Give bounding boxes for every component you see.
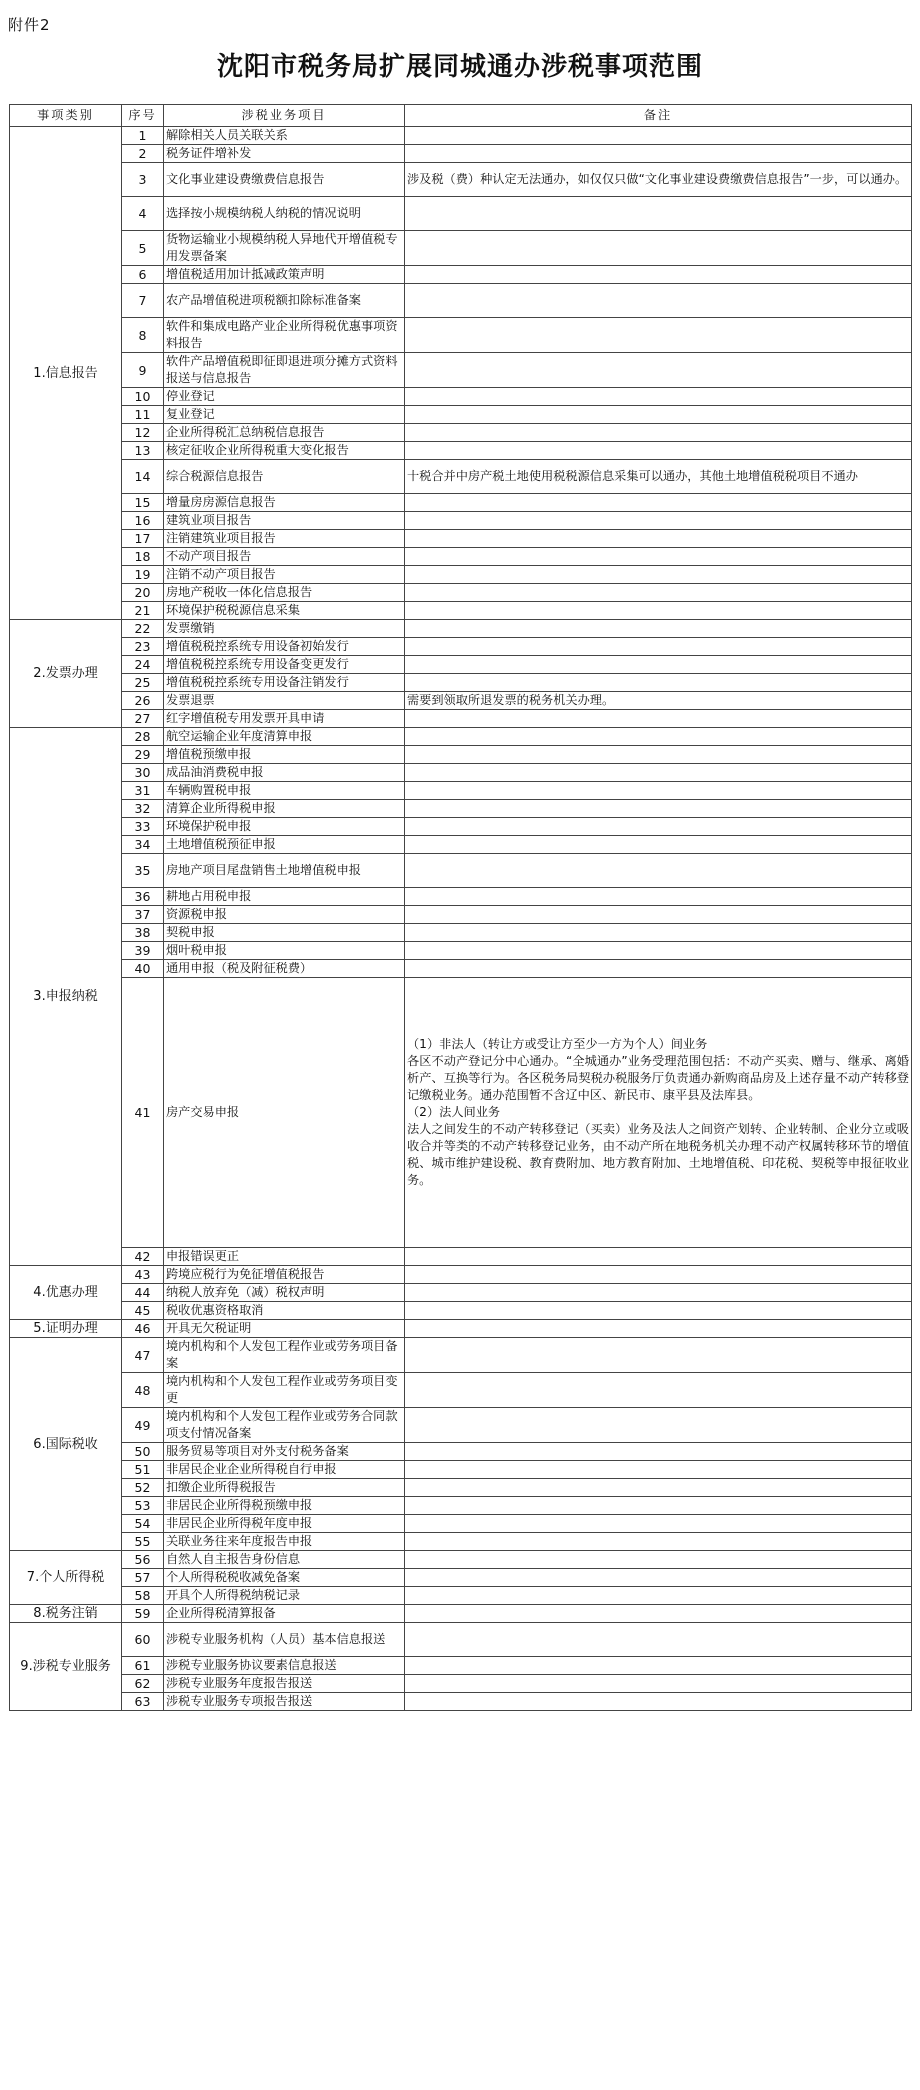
note-cell [405, 512, 912, 530]
row-number: 6 [122, 266, 164, 284]
table-row [10, 1248, 912, 1266]
note-cell [405, 1461, 912, 1479]
note-cell [405, 782, 912, 800]
item-name: 房地产税收一体化信息报告 [164, 584, 405, 602]
note-cell [405, 1266, 912, 1284]
table-row [10, 1461, 912, 1479]
item-name: 解除相关人员关联关系 [164, 127, 405, 145]
table-row [10, 548, 912, 566]
row-number: 12 [122, 424, 164, 442]
item-name: 停业登记 [164, 388, 405, 406]
table-row [10, 1515, 912, 1533]
note-cell [405, 888, 912, 906]
header-row [10, 105, 912, 127]
table-row [10, 1479, 912, 1497]
note-cell [405, 818, 912, 836]
note-cell [405, 728, 912, 746]
table-row [10, 530, 912, 548]
note-paragraph: 各区不动产登记分中心通办。“全城通办”业务受理范围包括：不动产买卖、赠与、继承、离婚析产、互换等行为。各区税务局契税办税服务厅负责通办新购商品房及上述存量不动产转移登记缴税业务。通办范围暂不含辽中区、新民市、康平县及法库县。 [407, 1054, 909, 1102]
table-row [10, 906, 912, 924]
table-row [10, 284, 912, 318]
table-row [10, 746, 912, 764]
item-name: 发票缴销 [164, 620, 405, 638]
row-number: 49 [122, 1408, 164, 1443]
row-number: 41 [122, 978, 164, 1248]
table-row [10, 318, 912, 353]
note-cell [405, 530, 912, 548]
row-number: 56 [122, 1551, 164, 1569]
attachment-label: 附件2 [8, 16, 51, 34]
row-number: 60 [122, 1623, 164, 1657]
row-number: 9 [122, 353, 164, 388]
table-row [10, 1675, 912, 1693]
table-row [10, 620, 912, 638]
category-cell: 9.涉税专业服务 [10, 1623, 122, 1711]
item-name: 文化事业建设费缴费信息报告 [164, 163, 405, 197]
table-row [10, 1587, 912, 1605]
item-name: 税务证件增补发 [164, 145, 405, 163]
table-row [10, 836, 912, 854]
note-cell [405, 906, 912, 924]
category-cell: 5.证明办理 [10, 1320, 122, 1338]
row-number: 33 [122, 818, 164, 836]
row-number: 34 [122, 836, 164, 854]
header-note: 备注 [405, 105, 912, 127]
table-row [10, 728, 912, 746]
row-number: 22 [122, 620, 164, 638]
note-cell [405, 442, 912, 460]
note-cell [405, 942, 912, 960]
row-number: 18 [122, 548, 164, 566]
note-cell [405, 764, 912, 782]
item-name: 税收优惠资格取消 [164, 1302, 405, 1320]
note-cell [405, 584, 912, 602]
item-name: 注销建筑业项目报告 [164, 530, 405, 548]
row-number: 36 [122, 888, 164, 906]
table-row [10, 1338, 912, 1373]
note-cell [405, 638, 912, 656]
note-cell [405, 1443, 912, 1461]
table-row [10, 638, 912, 656]
table-row [10, 960, 912, 978]
table-row [10, 674, 912, 692]
item-name: 涉税专业服务协议要素信息报送 [164, 1657, 405, 1675]
table-row [10, 692, 912, 710]
row-number: 52 [122, 1479, 164, 1497]
row-number: 61 [122, 1657, 164, 1675]
table-row [10, 800, 912, 818]
item-name: 土地增值税预征申报 [164, 836, 405, 854]
row-number: 17 [122, 530, 164, 548]
row-number: 11 [122, 406, 164, 424]
row-number: 31 [122, 782, 164, 800]
table-row [10, 888, 912, 906]
row-number: 20 [122, 584, 164, 602]
row-number: 10 [122, 388, 164, 406]
note-cell [405, 1675, 912, 1693]
note-cell [405, 1533, 912, 1551]
table-row [10, 460, 912, 494]
category-cell: 1.信息报告 [10, 127, 122, 620]
item-name: 扣缴企业所得税报告 [164, 1479, 405, 1497]
note-cell [405, 1302, 912, 1320]
item-name: 非居民企业企业所得税自行申报 [164, 1461, 405, 1479]
row-number: 55 [122, 1533, 164, 1551]
note-cell [405, 1623, 912, 1657]
table-row [10, 1623, 912, 1657]
note-cell [405, 710, 912, 728]
note-cell [405, 674, 912, 692]
table-row [10, 1320, 912, 1338]
note-cell [405, 1479, 912, 1497]
table-row [10, 1497, 912, 1515]
note-cell [405, 145, 912, 163]
note-cell [405, 388, 912, 406]
table-row [10, 197, 912, 231]
category-cell: 4.优惠办理 [10, 1266, 122, 1320]
table-row [10, 494, 912, 512]
item-name: 自然人自主报告身份信息 [164, 1551, 405, 1569]
item-name: 红字增值税专用发票开具申请 [164, 710, 405, 728]
note-cell [405, 197, 912, 231]
category-cell: 2.发票办理 [10, 620, 122, 728]
item-name: 增值税预缴申报 [164, 746, 405, 764]
item-name: 企业所得税汇总纳税信息报告 [164, 424, 405, 442]
item-name: 航空运输企业年度清算申报 [164, 728, 405, 746]
table-row [10, 388, 912, 406]
table-row [10, 512, 912, 530]
table-row [10, 1533, 912, 1551]
item-name: 复业登记 [164, 406, 405, 424]
row-number: 47 [122, 1338, 164, 1373]
note-cell [405, 127, 912, 145]
row-number: 42 [122, 1248, 164, 1266]
row-number: 2 [122, 145, 164, 163]
item-name: 企业所得税清算报备 [164, 1605, 405, 1623]
note-paragraph: 涉及税（费）种认定无法通办，如仅仅只做“文化事业建设费缴费信息报告”一步，可以通办。 [407, 172, 908, 186]
row-number: 7 [122, 284, 164, 318]
category-cell: 3.申报纳税 [10, 728, 122, 1266]
item-name: 开具无欠税证明 [164, 1320, 405, 1338]
item-name: 成品油消费税申报 [164, 764, 405, 782]
table-row [10, 1284, 912, 1302]
table-row [10, 1693, 912, 1711]
note-paragraph: 需要到领取所退发票的税务机关办理。 [407, 693, 615, 707]
row-number: 21 [122, 602, 164, 620]
item-name: 资源税申报 [164, 906, 405, 924]
item-name: 涉税专业服务专项报告报送 [164, 1693, 405, 1711]
table-row [10, 818, 912, 836]
row-number: 5 [122, 231, 164, 266]
row-number: 19 [122, 566, 164, 584]
item-name: 房地产项目尾盘销售土地增值税申报 [164, 854, 405, 888]
item-name: 清算企业所得税申报 [164, 800, 405, 818]
row-number: 51 [122, 1461, 164, 1479]
document-title: 沈阳市税务局扩展同城通办涉税事项范围 [216, 52, 703, 82]
item-name: 建筑业项目报告 [164, 512, 405, 530]
row-number: 1 [122, 127, 164, 145]
scope-table [9, 104, 912, 1711]
row-number: 13 [122, 442, 164, 460]
item-name: 农产品增值税进项税额扣除标准备案 [164, 284, 405, 318]
item-name: 软件产品增值税即征即退进项分摊方式资料报送与信息报告 [164, 353, 405, 388]
row-number: 45 [122, 1302, 164, 1320]
note-cell [405, 924, 912, 942]
note-cell [405, 692, 912, 710]
table-row [10, 602, 912, 620]
item-name: 增值税适用加计抵减政策声明 [164, 266, 405, 284]
note-cell [405, 284, 912, 318]
row-number: 50 [122, 1443, 164, 1461]
table-row [10, 942, 912, 960]
table-row [10, 656, 912, 674]
note-paragraph: （1）非法人（转让方或受让方至少一方为个人）间业务 [407, 1037, 708, 1051]
row-number: 30 [122, 764, 164, 782]
item-name: 耕地占用税申报 [164, 888, 405, 906]
note-cell [405, 548, 912, 566]
item-name: 境内机构和个人发包工程作业或劳务合同款项支付情况备案 [164, 1408, 405, 1443]
row-number: 29 [122, 746, 164, 764]
note-cell [405, 1497, 912, 1515]
table-row [10, 584, 912, 602]
table-row [10, 127, 912, 145]
table-row [10, 406, 912, 424]
item-name: 增值税税控系统专用设备初始发行 [164, 638, 405, 656]
table-row [10, 231, 912, 266]
note-cell [405, 1373, 912, 1408]
row-number: 3 [122, 163, 164, 197]
note-cell [405, 424, 912, 442]
row-number: 38 [122, 924, 164, 942]
row-number: 48 [122, 1373, 164, 1408]
note-cell [405, 1248, 912, 1266]
table-row [10, 1657, 912, 1675]
item-name: 关联业务往来年度报告申报 [164, 1533, 405, 1551]
row-number: 14 [122, 460, 164, 494]
row-number: 16 [122, 512, 164, 530]
header-item: 涉税业务项目 [164, 105, 405, 127]
note-cell [405, 1408, 912, 1443]
note-cell [405, 836, 912, 854]
note-cell [405, 656, 912, 674]
row-number: 40 [122, 960, 164, 978]
note-cell [405, 1605, 912, 1623]
row-number: 25 [122, 674, 164, 692]
table-row [10, 424, 912, 442]
note-cell [405, 1515, 912, 1533]
item-name: 纳税人放弃免（减）税权声明 [164, 1284, 405, 1302]
note-cell [405, 1320, 912, 1338]
note-cell [405, 746, 912, 764]
row-number: 23 [122, 638, 164, 656]
table-row [10, 782, 912, 800]
item-name: 选择按小规模纳税人纳税的情况说明 [164, 197, 405, 231]
note-cell [405, 854, 912, 888]
table-row [10, 353, 912, 388]
item-name: 申报错误更正 [164, 1248, 405, 1266]
item-name: 核定征收企业所得税重大变化报告 [164, 442, 405, 460]
row-number: 26 [122, 692, 164, 710]
note-paragraph: 法人之间发生的不动产转移登记（买卖）业务及法人之间资产划转、企业转制、企业分立或吸收合并等类的不动产转移登记业务，由不动产所在地税务机关办理不动产权属转移环节的增值税、城市维护建设税、教育费附加、地方教育附加、土地增值税、印花税、契税等申报征收业务。 [407, 1122, 909, 1187]
item-name: 非居民企业所得税预缴申报 [164, 1497, 405, 1515]
item-name: 环境保护税税源信息采集 [164, 602, 405, 620]
note-cell [405, 460, 912, 494]
note-cell [405, 960, 912, 978]
table-row [10, 924, 912, 942]
row-number: 57 [122, 1569, 164, 1587]
table-row [10, 1443, 912, 1461]
table-row [10, 978, 912, 1248]
row-number: 28 [122, 728, 164, 746]
item-name: 不动产项目报告 [164, 548, 405, 566]
note-paragraph: （2）法人间业务 [407, 1105, 501, 1119]
note-cell [405, 494, 912, 512]
note-cell [405, 1693, 912, 1711]
note-cell [405, 978, 912, 1248]
item-name: 增值税税控系统专用设备注销发行 [164, 674, 405, 692]
item-name: 通用申报（税及附征税费） [164, 960, 405, 978]
header-number: 序号 [122, 105, 164, 127]
table-row [10, 1551, 912, 1569]
row-number: 39 [122, 942, 164, 960]
item-name: 房产交易申报 [164, 978, 405, 1248]
item-name: 涉税专业服务机构（人员）基本信息报送 [164, 1623, 405, 1657]
note-cell [405, 602, 912, 620]
item-name: 增量房房源信息报告 [164, 494, 405, 512]
row-number: 54 [122, 1515, 164, 1533]
item-name: 契税申报 [164, 924, 405, 942]
table-row [10, 854, 912, 888]
note-cell [405, 800, 912, 818]
row-number: 46 [122, 1320, 164, 1338]
row-number: 53 [122, 1497, 164, 1515]
row-number: 43 [122, 1266, 164, 1284]
row-number: 35 [122, 854, 164, 888]
item-name: 烟叶税申报 [164, 942, 405, 960]
item-name: 开具个人所得税纳税记录 [164, 1587, 405, 1605]
note-cell [405, 1338, 912, 1373]
row-number: 15 [122, 494, 164, 512]
note-cell [405, 1284, 912, 1302]
table-row [10, 266, 912, 284]
item-name: 软件和集成电路产业企业所得税优惠事项资料报告 [164, 318, 405, 353]
row-number: 8 [122, 318, 164, 353]
table-row [10, 710, 912, 728]
note-cell [405, 353, 912, 388]
item-name: 涉税专业服务年度报告报送 [164, 1675, 405, 1693]
note-cell [405, 231, 912, 266]
table-row [10, 1408, 912, 1443]
item-name: 注销不动产项目报告 [164, 566, 405, 584]
item-name: 发票退票 [164, 692, 405, 710]
item-name: 货物运输业小规模纳税人异地代开增值税专用发票备案 [164, 231, 405, 266]
row-number: 58 [122, 1587, 164, 1605]
item-name: 增值税税控系统专用设备变更发行 [164, 656, 405, 674]
row-number: 62 [122, 1675, 164, 1693]
table-row [10, 1266, 912, 1284]
table-body [10, 127, 912, 1711]
note-cell [405, 318, 912, 353]
note-cell [405, 163, 912, 197]
table-header [10, 105, 912, 127]
table-row [10, 442, 912, 460]
note-cell [405, 406, 912, 424]
note-paragraph: 十税合并中房产税土地使用税税源信息采集可以通办，其他土地增值税税项目不通办 [407, 469, 858, 483]
category-cell: 7.个人所得税 [10, 1551, 122, 1605]
table-row [10, 163, 912, 197]
table-row [10, 1373, 912, 1408]
item-name: 个人所得税税收减免备案 [164, 1569, 405, 1587]
row-number: 59 [122, 1605, 164, 1623]
row-number: 44 [122, 1284, 164, 1302]
row-number: 24 [122, 656, 164, 674]
table-row [10, 566, 912, 584]
row-number: 63 [122, 1693, 164, 1711]
note-cell [405, 566, 912, 584]
item-name: 综合税源信息报告 [164, 460, 405, 494]
row-number: 32 [122, 800, 164, 818]
item-name: 环境保护税申报 [164, 818, 405, 836]
item-name: 非居民企业所得税年度申报 [164, 1515, 405, 1533]
note-cell [405, 1587, 912, 1605]
note-cell [405, 1657, 912, 1675]
row-number: 27 [122, 710, 164, 728]
row-number: 37 [122, 906, 164, 924]
table-row [10, 145, 912, 163]
row-number: 4 [122, 197, 164, 231]
note-cell [405, 1551, 912, 1569]
table-row [10, 1302, 912, 1320]
item-name: 服务贸易等项目对外支付税务备案 [164, 1443, 405, 1461]
item-name: 境内机构和个人发包工程作业或劳务项目备案 [164, 1338, 405, 1373]
table-row [10, 1605, 912, 1623]
category-cell: 6.国际税收 [10, 1338, 122, 1551]
table-row [10, 764, 912, 782]
item-name: 境内机构和个人发包工程作业或劳务项目变更 [164, 1373, 405, 1408]
note-cell [405, 620, 912, 638]
item-name: 车辆购置税申报 [164, 782, 405, 800]
note-cell [405, 266, 912, 284]
header-category: 事项类别 [10, 105, 122, 127]
item-name: 跨境应税行为免征增值税报告 [164, 1266, 405, 1284]
note-cell [405, 1569, 912, 1587]
table-row [10, 1569, 912, 1587]
category-cell: 8.税务注销 [10, 1605, 122, 1623]
